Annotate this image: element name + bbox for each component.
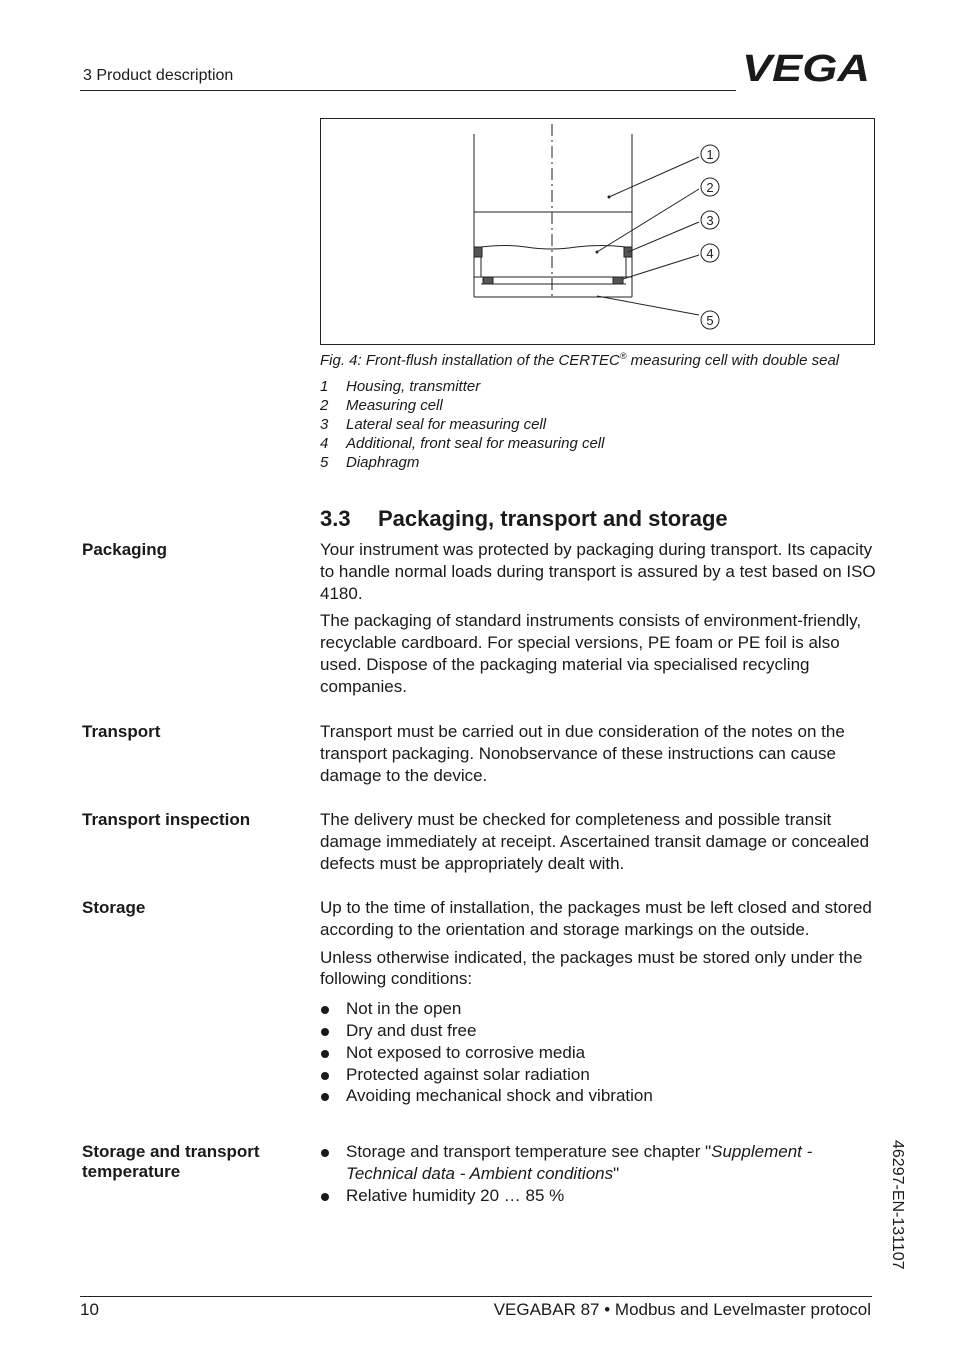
figure-drawing xyxy=(320,118,875,345)
legend-item: 5 Diaphragm xyxy=(320,454,420,471)
list-item: Storage and transport temperature see chapter "Supplement - Technical data - Ambient conditions" xyxy=(320,1141,876,1185)
callout-2: 2 xyxy=(706,180,714,195)
header-divider xyxy=(80,90,736,91)
header-section-title: 3 Product description xyxy=(83,67,234,84)
list-item: Relative humidity 20 … 85 % xyxy=(320,1185,876,1207)
figure-caption: Fig. 4: Front-flush installation of the CERTEC® measuring cell with double seal xyxy=(320,351,840,369)
legend-item: 4 Additional, front seal for measuring cell xyxy=(320,435,605,452)
storage-temperature-label: Storage and transport temperature xyxy=(82,1142,260,1181)
vega-logo xyxy=(742,52,872,84)
list-item: Not in the open xyxy=(320,998,876,1020)
packaging-text: Your instrument was protected by packaging during transport. Its capacity to handle normal loads during transport is assured by a test based on ISO 4180. The packaging of standard instruments consists of environment-friendly, recyclable cardboard. For special versions, PE foam or PE foil is also used. Dispose of the packaging material via specialised recycling companies. xyxy=(320,540,876,696)
document-id: 46297-EN-131107 xyxy=(889,1140,906,1270)
list-item: Dry and dust free xyxy=(320,1020,876,1042)
transport-inspection-text: The delivery must be checked for completeness and possible transit damage immediately at receipt. Ascertained transit damage or concealed defects must be appropriately dealt with. xyxy=(320,810,870,873)
legend-item: 1 Housing, transmitter xyxy=(320,378,481,395)
page-number: 10 xyxy=(80,1300,99,1319)
callout-3: 3 xyxy=(706,213,714,228)
callout-1: 1 xyxy=(706,147,714,162)
list-item: Protected against solar radiation xyxy=(320,1064,876,1086)
list-item: Avoiding mechanical shock and vibration xyxy=(320,1085,876,1107)
packaging-label: Packaging xyxy=(82,540,168,559)
transport-label: Transport xyxy=(82,722,161,741)
transport-text: Transport must be carried out in due consideration of the notes on the transport packaging. Nonobservance of these instructions can cause damage to the device. xyxy=(320,722,845,785)
callout-5: 5 xyxy=(706,313,714,328)
footer-divider xyxy=(80,1296,872,1297)
storage-temperature-list xyxy=(320,1141,876,1206)
section-heading: 3.3 Packaging, transport and storage xyxy=(320,506,728,531)
measuring-cell-diagram xyxy=(321,119,874,344)
figure-legend xyxy=(320,377,604,472)
callout-4: 4 xyxy=(706,246,714,261)
storage-temperature-text xyxy=(320,1141,876,1206)
storage-text: Up to the time of installation, the packages must be left closed and stored according to the orientation and storage markings on the outside. Unless otherwise indicated, the packages must be stored only under the following conditions: Not in the open Dry and dust free Not exposed to corrosive media Protected against solar radiation Avoiding mechanical shock and vibration xyxy=(320,897,876,1107)
storage-label: Storage xyxy=(82,898,146,917)
storage-conditions-list xyxy=(320,998,876,1107)
legend-item: 3 Lateral seal for measuring cell xyxy=(320,416,547,433)
transport-inspection-label: Transport inspection xyxy=(82,810,251,829)
list-item: Not exposed to corrosive media xyxy=(320,1042,876,1064)
footer-title: VEGABAR 87 • Modbus and Levelmaster protocol xyxy=(493,1300,871,1319)
legend-item: 2 Measuring cell xyxy=(320,397,443,414)
logo-wordmark: VEGA xyxy=(742,52,870,84)
